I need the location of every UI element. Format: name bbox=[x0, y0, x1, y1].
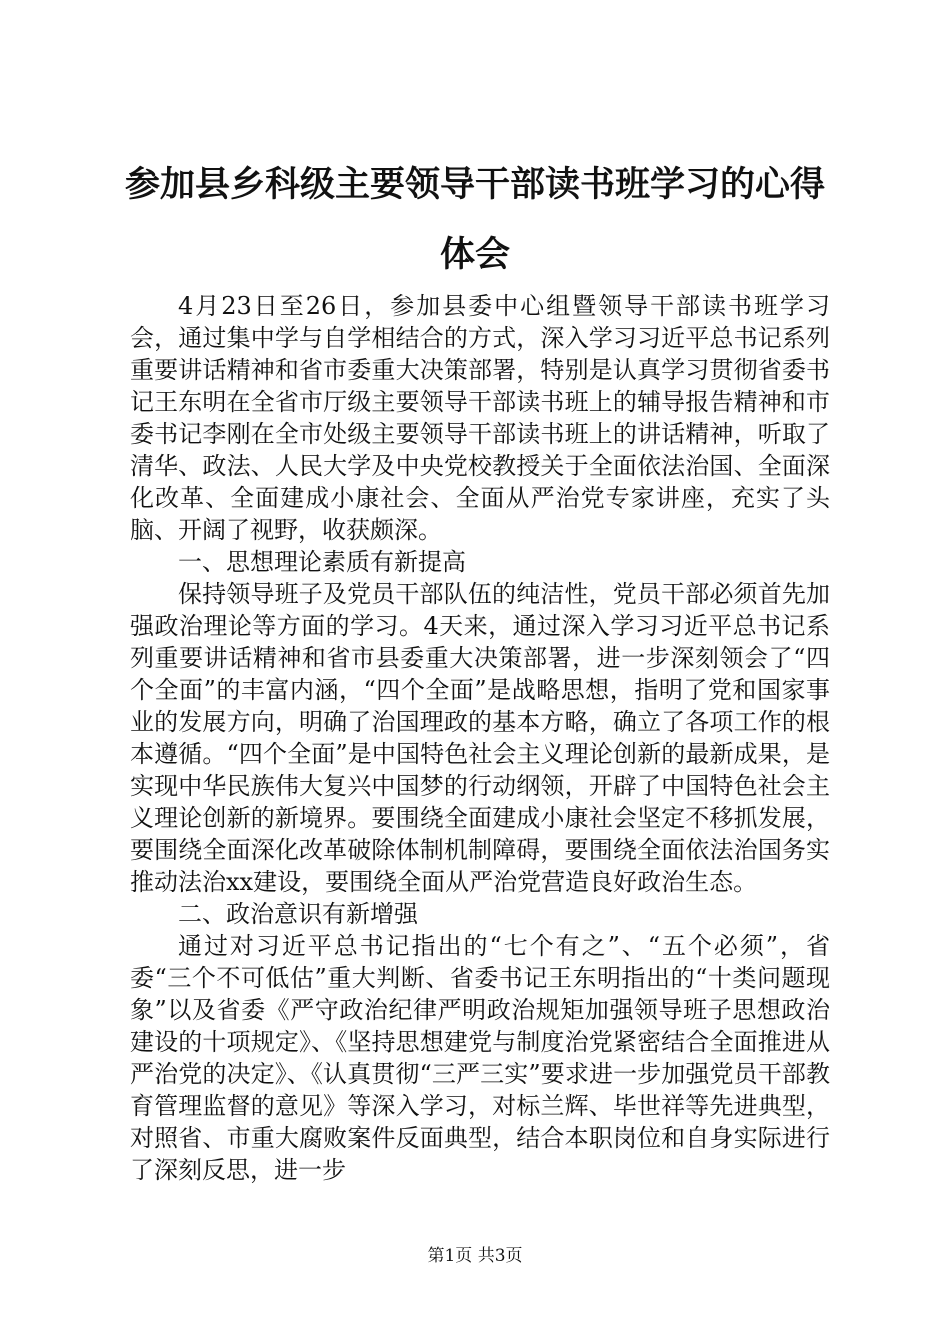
paragraph-section-1: 保持领导班子及党员干部队伍的纯洁性，党员干部必须首先加强政治理论等方面的学习。4天来，通过深入学习习近平总书记系列重要讲话精神和省市县委重大决策部署，进一步深刻领会了“四个全面”的丰富内涵，“四个全面”是战略思想，指明了党和国家事业的发展方向，明确了治国理政的基本方略，确立了各项工作的根本遵循。“四个全面”是中国特色社会主义理论创新的最新成果，是实现中华民族伟大复兴中国梦的行动纲领，开辟了中国特色社会主义理论创新的新境界。要围绕全面建成小康社会坚定不移抓发展，要围绕全面深化改革破除体制机制障碍，要围绕全面依法治国务实推动法治xx建设，要围绕全面从严治党营造良好政治生态。 bbox=[130, 580, 830, 896]
document-body bbox=[130, 290, 830, 1186]
section-heading-1: 一、思想理论素质有新提高 bbox=[178, 548, 466, 576]
document-title: 参加县乡科级主要领导干部读书班学习的心得体会 bbox=[124, 164, 825, 275]
section-heading-2: 二、政治意识有新增强 bbox=[178, 900, 418, 928]
paragraph-section-2: 通过对习近平总书记指出的“七个有之”、“五个必须”，省委“三个不可低估”重大判断、省委书记王东明指出的“十类问题现象”以及省委《严守政治纪律严明政治规矩加强领导班子思想政治建设的十项规定》、《坚持思想建党与制度治党紧密结合全面推进从严治党的决定》、《认真贯彻“三严三实”要求进一步加强党员干部教育管理监督的意见》等深入学习，对标兰辉、毕世祥等先进典型，对照省、市重大腐败案件反面典型，结合本职岗位和自身实际进行了深刻反思，进一步 bbox=[130, 932, 830, 1184]
page-number-footer: 第1页 共3页 bbox=[427, 1246, 523, 1266]
paragraph-intro: 4月23日至26日，参加县委中心组暨领导干部读书班学习会，通过集中学与自学相结合的方式，深入学习习近平总书记系列重要讲话精神和省市委重大决策部署，特别是认真学习贯彻省委书记王东明在全省市厅级主要领导干部读书班上的辅导报告精神和市委书记李刚在全市处级主要领导干部读书班上的讲话精神，听取了清华、政法、人民大学及中央党校教授关于全面依法治国、全面深化改革、全面建成小康社会、全面从严治党专家讲座，充实了头脑、开阔了视野，收获颇深。 bbox=[130, 292, 830, 544]
